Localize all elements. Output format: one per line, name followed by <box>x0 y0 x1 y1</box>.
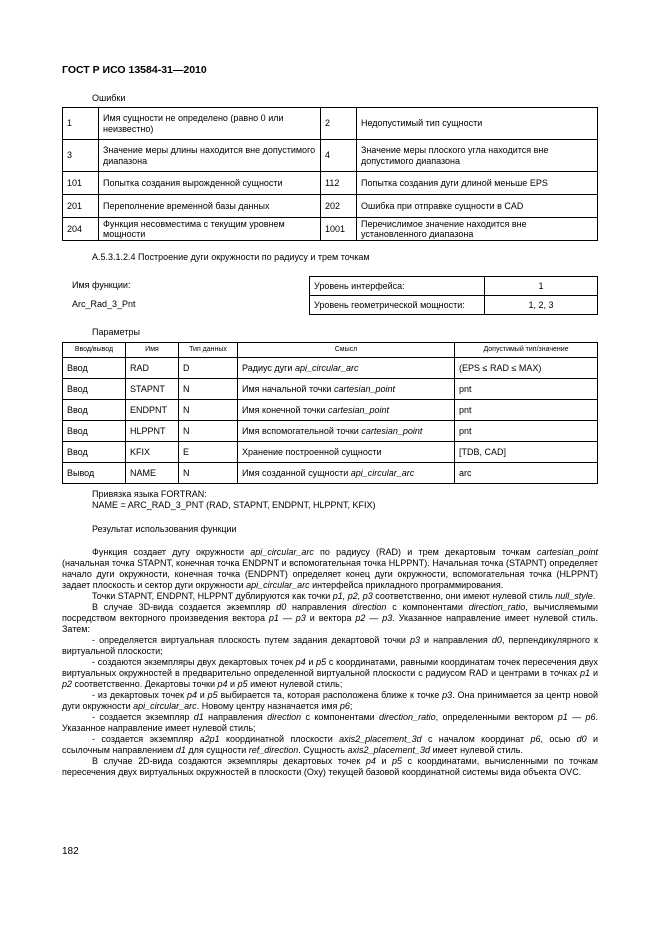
param-meaning: Радиус дуги api_circular_arc <box>238 358 455 379</box>
param-allowed-value: [TDB, CAD] <box>455 442 598 463</box>
bullet-2: - создаются экземпляры двух декартовых точек p4 и p5 с координатами, равными координатам точек пересечения двух виртуальных окружностей в предварительно определенной виртуальной плоскости с радиусом RAD и центрами в точках p1 и p2 соответственно. Декартовы точки p4 и p5 имеют нулевой стиль; <box>62 657 599 689</box>
param-row <box>63 400 598 421</box>
param-io: Ввод <box>63 442 126 463</box>
param-allowed-value: pnt <box>455 421 598 442</box>
param-allowed-value: pnt <box>455 379 598 400</box>
paragraph-2: Точки STAPNT, ENDPNT, HLPPNT дублируются как точки p1, p2, p3 соответственно, они имеют нулевой стиль null_style. <box>92 591 596 601</box>
paragraph-4: В случае 2D-вида создаются экземпляры декартовых точек p4 и p5 с координатами, вычисленными по точкам пересечения двух виртуальных окружностей в плоскости (Oxy) текущей базовой координатной системы вида объекта OVC. <box>62 756 598 777</box>
param-allowed-value: pnt <box>455 400 598 421</box>
error-code: 101 <box>63 172 99 195</box>
param-io: Ввод <box>63 358 126 379</box>
header-type: Тип данных <box>179 343 238 358</box>
param-meaning: Имя вспомогательной точки cartesian_point <box>238 421 455 442</box>
body-text <box>62 547 598 778</box>
error-message: Имя сущности не определено (равно 0 или неизвестно) <box>99 108 321 140</box>
result-heading: Результат использования функции <box>92 524 237 534</box>
fortran-label: Привязка языка FORTRAN: <box>92 489 207 499</box>
error-message: Ошибка при отправке сущности в CAD <box>357 195 598 218</box>
power-level-label: Уровень геометрической мощности: <box>310 296 485 315</box>
header-meaning: Смысл <box>238 343 455 358</box>
param-type: N <box>179 421 238 442</box>
interface-level-row <box>310 277 598 296</box>
error-code: 2 <box>321 108 357 140</box>
error-code: 112 <box>321 172 357 195</box>
param-allowed-value: (EPS ≤ RAD ≤ MAX) <box>455 358 598 379</box>
error-message: Недопустимый тип сущности <box>357 108 598 140</box>
paragraph-1: Функция создает дугу окружности api_circular_arc по радиусу (RAD) и трем декартовым точкам cartesian_point (начальная точка STAPNT, конечная точка ENDPNT и вспомогательная точка HLPPNT). Начальная точка (STAPNT) определяет начало дуги окружности, конечная точка (ENDPNT) определяет конец дуги окружности, вспомогательная точка (HLPPNT) задает плоскость и сектор дуги окружности api_circular_arc интерфейса прикладного программирования. <box>62 547 598 590</box>
interface-level-value: 1 <box>485 277 598 296</box>
interface-table <box>309 276 598 315</box>
param-name: NAME <box>126 463 179 484</box>
error-code: 1 <box>63 108 99 140</box>
page-number: 182 <box>62 846 79 857</box>
param-type: N <box>179 463 238 484</box>
param-type: N <box>179 400 238 421</box>
params-caption: Параметры <box>92 327 140 337</box>
paragraph-3: В случае 3D-вида создается экземпляр d0 направления direction с компонентами direction_ratio, вычисляемыми посредством векторного произведения вектора p1 — p3 и вектора p2 — p3. Указанное направление имеет нулевой стиль. Затем: <box>62 602 598 634</box>
error-row <box>63 195 598 218</box>
error-code: 4 <box>321 140 357 172</box>
header-io: Ввод/вывод <box>63 343 126 358</box>
error-code: 1001 <box>321 218 357 241</box>
interface-level-label: Уровень интерфейса: <box>310 277 485 296</box>
errors-table <box>62 107 598 241</box>
bullet-1: - определяется виртуальная плоскость путем задания декартовой точки p3 и направления d0, перпендикулярного к виртуальной плоскости; <box>62 635 598 656</box>
param-name: STAPNT <box>126 379 179 400</box>
function-name-value: Arc_Rad_3_Pnt <box>72 299 136 309</box>
error-code: 202 <box>321 195 357 218</box>
error-row <box>63 218 598 241</box>
error-message: Попытка создания дуги длиной меньше EPS <box>357 172 598 195</box>
param-row <box>63 358 598 379</box>
errors-caption: Ошибки <box>92 93 126 103</box>
param-name: ENDPNT <box>126 400 179 421</box>
error-message: Значение меры плоского угла находится вне допустимого диапазона <box>357 140 598 172</box>
param-meaning: Имя созданной сущности api_circular_arc <box>238 463 455 484</box>
error-row <box>63 172 598 195</box>
error-message: Попытка создания вырожденной сущности <box>99 172 321 195</box>
param-name: KFIX <box>126 442 179 463</box>
document-header: ГОСТ Р ИСО 13584-31—2010 <box>62 64 207 76</box>
param-allowed-value: arc <box>455 463 598 484</box>
fortran-code: NAME = ARC_RAD_3_PNT (RAD, STAPNT, ENDPNT, HLPPNT, KFIX) <box>92 500 376 510</box>
param-row <box>63 442 598 463</box>
param-io: Вывод <box>63 463 126 484</box>
bullet-5: - создается экземпляр a2p1 координатной плоскости axis2_placement_3d с началом координат p6, осью d0 и ссылочным направлением d1 для сущности ref_direction. Сущность axis2_placement_3d имеет нулевой стиль. <box>62 734 599 755</box>
param-type: D <box>179 358 238 379</box>
param-io: Ввод <box>63 400 126 421</box>
param-type: N <box>179 379 238 400</box>
params-header-row <box>63 343 598 358</box>
param-row <box>63 421 598 442</box>
error-row <box>63 140 598 172</box>
param-io: Ввод <box>63 421 126 442</box>
power-level-row <box>310 296 598 315</box>
error-code: 201 <box>63 195 99 218</box>
param-name: HLPPNT <box>126 421 179 442</box>
error-message: Перечислимое значение находится вне установленного диапазона <box>357 218 598 241</box>
param-meaning: Имя начальной точки cartesian_point <box>238 379 455 400</box>
param-io: Ввод <box>63 379 126 400</box>
function-name-label: Имя функции: <box>72 280 131 290</box>
header-name: Имя <box>126 343 179 358</box>
bullet-3: - из декартовых точек p4 и p5 выбирается та, которая расположена ближе к точке p3. Она принимается за центр новой дуги окружности api_circular_arc. Новому центру назначается имя p6; <box>62 690 599 711</box>
param-meaning: Имя конечной точки cartesian_point <box>238 400 455 421</box>
params-table <box>62 342 598 484</box>
error-message: Функция несовместима с текущим уровнем мощности <box>99 218 321 241</box>
section-heading: A.5.3.1.2.4 Построение дуги окружности по радиусу и трем точкам <box>92 252 370 262</box>
error-message: Значение меры длины находится вне допустимого диапазона <box>99 140 321 172</box>
param-name: RAD <box>126 358 179 379</box>
error-message: Переполнение временной базы данных <box>99 195 321 218</box>
power-level-value: 1, 2, 3 <box>485 296 598 315</box>
bullet-4: - создается экземпляр d1 направления direction с компонентами direction_ratio, определенными вектором p1 — p6. Указанное направление имеет нулевой стиль; <box>62 712 598 733</box>
error-row <box>63 108 598 140</box>
param-row <box>63 463 598 484</box>
error-code: 204 <box>63 218 99 241</box>
param-meaning: Хранение построенной сущности <box>238 442 455 463</box>
param-row <box>63 379 598 400</box>
header-allowed: Допустимый тип/значение <box>455 343 598 358</box>
param-type: E <box>179 442 238 463</box>
error-code: 3 <box>63 140 99 172</box>
